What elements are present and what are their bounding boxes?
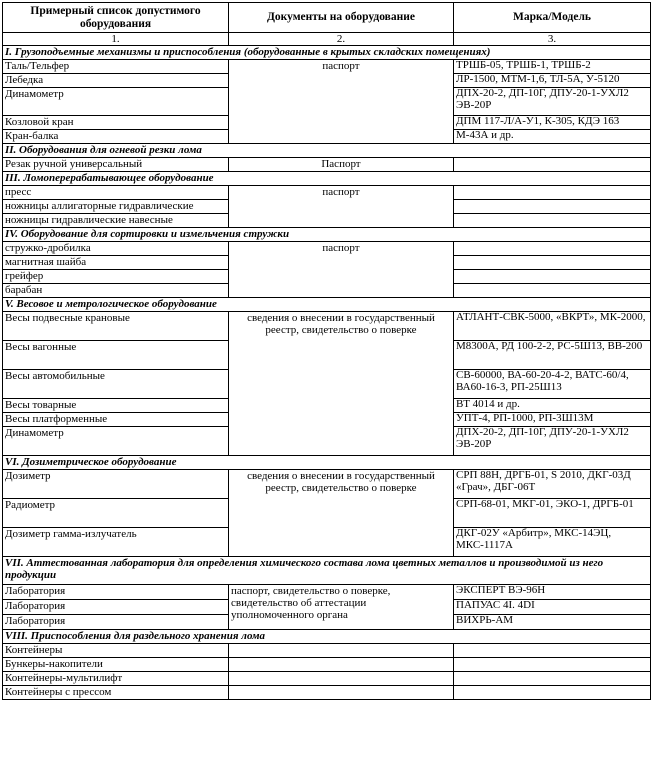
document-cell: паспорт, свидетельство о поверке, свидетельство об аттестации уполномоченного органа [229, 585, 454, 630]
equipment-name: Контейнеры-мультилифт [3, 672, 229, 686]
section-row [3, 557, 651, 585]
model-cell: ДПМ 117-Л/А-У1, К-305, КДЭ 163 [454, 116, 651, 130]
equipment-name: Бункеры-накопители [3, 658, 229, 672]
document-cell: сведения о внесении в государственный реестр, свидетельство о поверке [229, 312, 454, 456]
model-cell [454, 242, 651, 256]
equipment-name: Таль/Тельфер [3, 60, 229, 74]
model-cell [454, 270, 651, 284]
model-cell [454, 256, 651, 270]
header-equipment: Примерный список допустимого оборудования [3, 3, 229, 33]
model-cell: ВТ 4014 и др. [454, 399, 651, 413]
document-cell [229, 672, 454, 686]
model-cell: М8300А, РД 100-2-2, РС-5Ш13, ВВ-200 [454, 341, 651, 370]
model-cell: ЭКСПЕРТ ВЭ-96Н [454, 585, 651, 600]
section-title: I. Грузоподъемные механизмы и приспособления (оборудованные в крытых складских помещениях) [3, 46, 651, 60]
table-row [3, 672, 651, 686]
document-cell: сведения о внесении в государственный реестр, свидетельство о поверке [229, 470, 454, 557]
equipment-name: Дозиметр гамма-излучатель [3, 528, 229, 557]
equipment-name: ножницы гидравлические навесные [3, 214, 229, 228]
model-cell: ПАПУАС 4I. 4DI [454, 600, 651, 615]
document-cell [229, 686, 454, 700]
section-title: VI. Дозиметрическое оборудование [3, 456, 651, 470]
equipment-name: ножницы аллигаторные гидравлические [3, 200, 229, 214]
model-cell [454, 284, 651, 298]
equipment-name: Контейнеры с прессом [3, 686, 229, 700]
section-row [3, 298, 651, 312]
model-cell: ВИХРЬ-АМ [454, 615, 651, 630]
document-cell: паспорт [229, 60, 454, 144]
column-number: 2. [229, 33, 454, 46]
equipment-name: Лаборатория [3, 600, 229, 615]
section-row [3, 46, 651, 60]
table-row [3, 158, 651, 172]
header-model: Марка/Модель [454, 3, 651, 33]
model-cell [454, 658, 651, 672]
section-title: II. Оборудования для огневой резки лома [3, 144, 651, 158]
equipment-name: Резак ручной универсальный [3, 158, 229, 172]
section-title: VII. Аттестованная лаборатория для определения химического состава лома цветных металлов и производимой из него продукции [3, 557, 651, 585]
table-row [3, 585, 651, 600]
equipment-name: стружко-дробилка [3, 242, 229, 256]
equipment-name: магнитная шайба [3, 256, 229, 270]
equipment-name: Лаборатория [3, 615, 229, 630]
column-number: 1. [3, 33, 229, 46]
equipment-name: Весы платформенные [3, 413, 229, 427]
equipment-name: Лаборатория [3, 585, 229, 600]
model-cell: СРП-68-01, МКГ-01, ЭКО-1, ДРГБ-01 [454, 499, 651, 528]
model-cell: СВ-60000, ВА-60-20-4-2, ВАТС-60/4, ВА60-16-3, РП-25Ш13 [454, 370, 651, 399]
table-row [3, 644, 651, 658]
equipment-name: пресс [3, 186, 229, 200]
model-cell: ТРШБ-05, ТРШБ-1, ТРШБ-2 [454, 60, 651, 74]
model-cell [454, 686, 651, 700]
equipment-name: Весы автомобильные [3, 370, 229, 399]
section-row [3, 228, 651, 242]
equipment-table [2, 2, 651, 700]
section-row [3, 144, 651, 158]
model-cell [454, 200, 651, 214]
model-cell [454, 158, 651, 172]
table-row [3, 658, 651, 672]
section-title: VIII. Приспособления для раздельного хранения лома [3, 630, 651, 644]
equipment-name: Кран-балка [3, 130, 229, 144]
model-cell: УПТ-4, РП-1000, РП-3Ш13М [454, 413, 651, 427]
model-cell [454, 186, 651, 200]
equipment-name: Весы товарные [3, 399, 229, 413]
model-cell: ДКГ-02У «Арбитр», МКС-14ЭЦ, МКС-1117А [454, 528, 651, 557]
equipment-name: Весы подвесные крановые [3, 312, 229, 341]
table-row [3, 186, 651, 200]
column-number: 3. [454, 33, 651, 46]
table-row [3, 312, 651, 341]
section-row [3, 630, 651, 644]
model-cell: АТЛАНТ-СВК-5000, «ВКРТ», МК-2000, [454, 312, 651, 341]
model-cell: ДПХ-20-2, ДП-10Г, ДПУ-20-1-УХЛ2 ЭВ-20Р [454, 88, 651, 116]
equipment-name: барабан [3, 284, 229, 298]
model-cell: ЛР-1500, МТМ-1,6, ТЛ-5А, У-5120 [454, 74, 651, 88]
document-cell [229, 644, 454, 658]
document-cell: паспорт [229, 242, 454, 298]
equipment-name: грейфер [3, 270, 229, 284]
header-row [3, 3, 651, 33]
document-cell: Паспорт [229, 158, 454, 172]
model-cell: ДПХ-20-2, ДП-10Г, ДПУ-20-1-УХЛ2 ЭВ-20Р [454, 427, 651, 456]
model-cell [454, 214, 651, 228]
model-cell [454, 644, 651, 658]
equipment-name: Козловой кран [3, 116, 229, 130]
column-number-row [3, 33, 651, 46]
document-cell: паспорт [229, 186, 454, 228]
section-title: IV. Оборудование для сортировки и измельчения стружки [3, 228, 651, 242]
table-row [3, 242, 651, 256]
section-row [3, 456, 651, 470]
table-row [3, 686, 651, 700]
section-row [3, 172, 651, 186]
header-documents: Документы на оборудование [229, 3, 454, 33]
equipment-name: Динамометр [3, 88, 229, 116]
section-title: III. Ломоперерабатывающее оборудование [3, 172, 651, 186]
table-row [3, 60, 651, 74]
model-cell: М-43А и др. [454, 130, 651, 144]
document-cell [229, 658, 454, 672]
equipment-name: Лебедка [3, 74, 229, 88]
section-title: V. Весовое и метрологическое оборудование [3, 298, 651, 312]
equipment-name: Дозиметр [3, 470, 229, 499]
equipment-name: Весы вагонные [3, 341, 229, 370]
model-cell: СРП 88Н, ДРГБ-01, S 2010, ДКГ-03Д «Грач», ДБГ-06Т [454, 470, 651, 499]
equipment-name: Динамометр [3, 427, 229, 456]
model-cell [454, 672, 651, 686]
table-row [3, 470, 651, 499]
equipment-name: Контейнеры [3, 644, 229, 658]
equipment-name: Радиометр [3, 499, 229, 528]
